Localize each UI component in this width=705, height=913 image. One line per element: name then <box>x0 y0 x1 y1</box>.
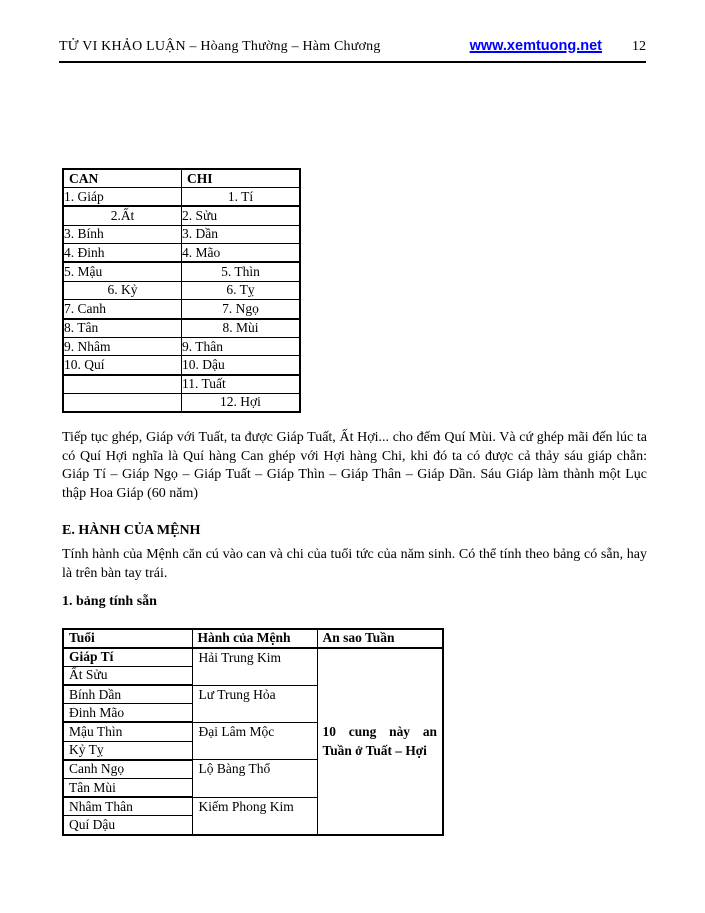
header-link[interactable]: www.xemtuong.net <box>469 38 602 54</box>
can-cell-1: 1. Giáp <box>63 188 182 207</box>
hanh-menh-table <box>62 628 444 836</box>
chi-cell-5: 5. Thìn <box>182 262 301 281</box>
can-cell-5: 5. Mậu <box>63 262 182 281</box>
can-chi-row-1 <box>63 188 300 207</box>
chi-cell-3: 3. Dần <box>182 225 301 244</box>
can-cell-4: 4. Đinh <box>63 244 182 263</box>
chi-cell-6: 6. Tỵ <box>182 281 301 300</box>
paragraph-hanh-cua-menh: Tính hành của Mệnh căn cú vào can và chi của tuổi tức của năm sinh. Có thể tính theo bảng có sẵn, hay là trên bàn tay trái. <box>62 547 647 581</box>
chi-cell-4: 4. Mão <box>182 244 301 263</box>
chi-cell-9: 9. Thân <box>182 337 301 356</box>
can-chi-header-cell-0: CAN <box>63 169 182 188</box>
hanh-cell-4: Lộ Bàng Thổ <box>192 760 317 797</box>
page-header <box>59 38 646 55</box>
page-number: 12 <box>632 39 646 54</box>
can-cell-12 <box>63 393 182 412</box>
tuoi-cell-5: Mậu Thìn <box>63 722 192 741</box>
can-chi-table-head <box>63 169 300 188</box>
can-cell-8: 8. Tân <box>63 319 182 338</box>
hanh-menh-header-cell-1: Hành của Mệnh <box>192 629 317 648</box>
can-cell-7: 7. Canh <box>63 300 182 319</box>
chi-cell-7: 7. Ngọ <box>182 300 301 319</box>
can-cell-6: 6. Kỷ <box>63 281 182 300</box>
subsection-heading-bang-tinh-san: 1. bảng tính sẵn <box>62 594 157 609</box>
chi-cell-2: 2. Sửu <box>182 206 301 225</box>
hanh-cell-5: Kiếm Phong Kim <box>192 797 317 834</box>
can-chi-row-4 <box>63 244 300 263</box>
an-sao-note: 10 cung này an Tuần ở Tuất – Hợi <box>322 723 437 759</box>
tuoi-cell-9: Nhâm Thân <box>63 797 192 816</box>
chi-cell-12: 12. Hợi <box>182 393 301 412</box>
hanh-menh-table-head <box>63 629 443 648</box>
tuoi-cell-4: Đinh Mão <box>63 704 192 723</box>
can-cell-3: 3. Bính <box>63 225 182 244</box>
tuoi-cell-7: Canh Ngọ <box>63 760 192 779</box>
hanh-menh-row-1 <box>63 648 443 667</box>
can-chi-header-cell-1: CHI <box>182 169 301 188</box>
can-chi-row-8 <box>63 319 300 338</box>
can-chi-row-2 <box>63 206 300 225</box>
can-chi-row-11 <box>63 375 300 394</box>
header-title: TỬ VI KHẢO LUẬN – Hòang Thường – Hàm Chương <box>59 39 381 54</box>
hanh-menh-header-cell-0: Tuổi <box>63 629 192 648</box>
tuoi-cell-8: Tân Mùi <box>63 779 192 798</box>
chi-cell-1: 1. Tí <box>182 188 301 207</box>
hanh-cell-1: Hải Trung Kim <box>192 648 317 685</box>
header-rule <box>59 61 646 63</box>
hanh-menh-header-cell-2: An sao Tuần <box>317 629 443 648</box>
hanh-menh-table-body <box>63 648 443 835</box>
tuoi-cell-6: Kỷ Tỵ <box>63 741 192 760</box>
can-cell-10: 10. Quí <box>63 356 182 375</box>
an-sao-cell <box>317 648 443 835</box>
chi-cell-10: 10. Dậu <box>182 356 301 375</box>
can-chi-row-12 <box>63 393 300 412</box>
chi-cell-8: 8. Mùi <box>182 319 301 338</box>
hanh-menh-header-row <box>63 629 443 648</box>
tuoi-cell-3: Bính Dần <box>63 685 192 704</box>
tuoi-cell-10: Quí Dậu <box>63 816 192 835</box>
section-heading-hanh-cua-menh: E. HÀNH CỦA MỆNH <box>62 523 201 538</box>
can-cell-2: 2.Ất <box>63 206 182 225</box>
paragraph-luc-thap-hoa-giap: Tiếp tục ghép, Giáp với Tuất, ta được Giáp Tuất, Ất Hợi... cho đếm Quí Mùi. Và cứ ghép mãi đến lúc ta có Quí Hợi nghĩa là Quí hàng Can ghép với Hợi hàng Chi, khi đó ta có được cả thảy sáu giáp chẵn: Giáp Tí – Giáp Ngọ – Giáp Tuất – Giáp Thìn – Giáp Thân – Giáp Dần. Sáu Giáp làm thành một Lục thập Hoa Giáp (60 năm) <box>62 430 647 502</box>
tuoi-cell-1: Giáp Tí <box>63 648 192 667</box>
can-chi-row-9 <box>63 337 300 356</box>
hanh-cell-3: Đại Lâm Mộc <box>192 722 317 759</box>
can-chi-header-row <box>63 169 300 188</box>
chi-cell-11: 11. Tuất <box>182 375 301 394</box>
can-chi-table <box>62 168 301 413</box>
can-chi-table-body <box>63 188 300 412</box>
can-chi-row-6 <box>63 281 300 300</box>
can-cell-11 <box>63 375 182 394</box>
can-chi-row-5 <box>63 262 300 281</box>
can-chi-row-10 <box>63 356 300 375</box>
can-chi-row-7 <box>63 300 300 319</box>
can-chi-row-3 <box>63 225 300 244</box>
can-cell-9: 9. Nhâm <box>63 337 182 356</box>
tuoi-cell-2: Ất Sửu <box>63 666 192 685</box>
hanh-cell-2: Lư Trung Hỏa <box>192 685 317 722</box>
